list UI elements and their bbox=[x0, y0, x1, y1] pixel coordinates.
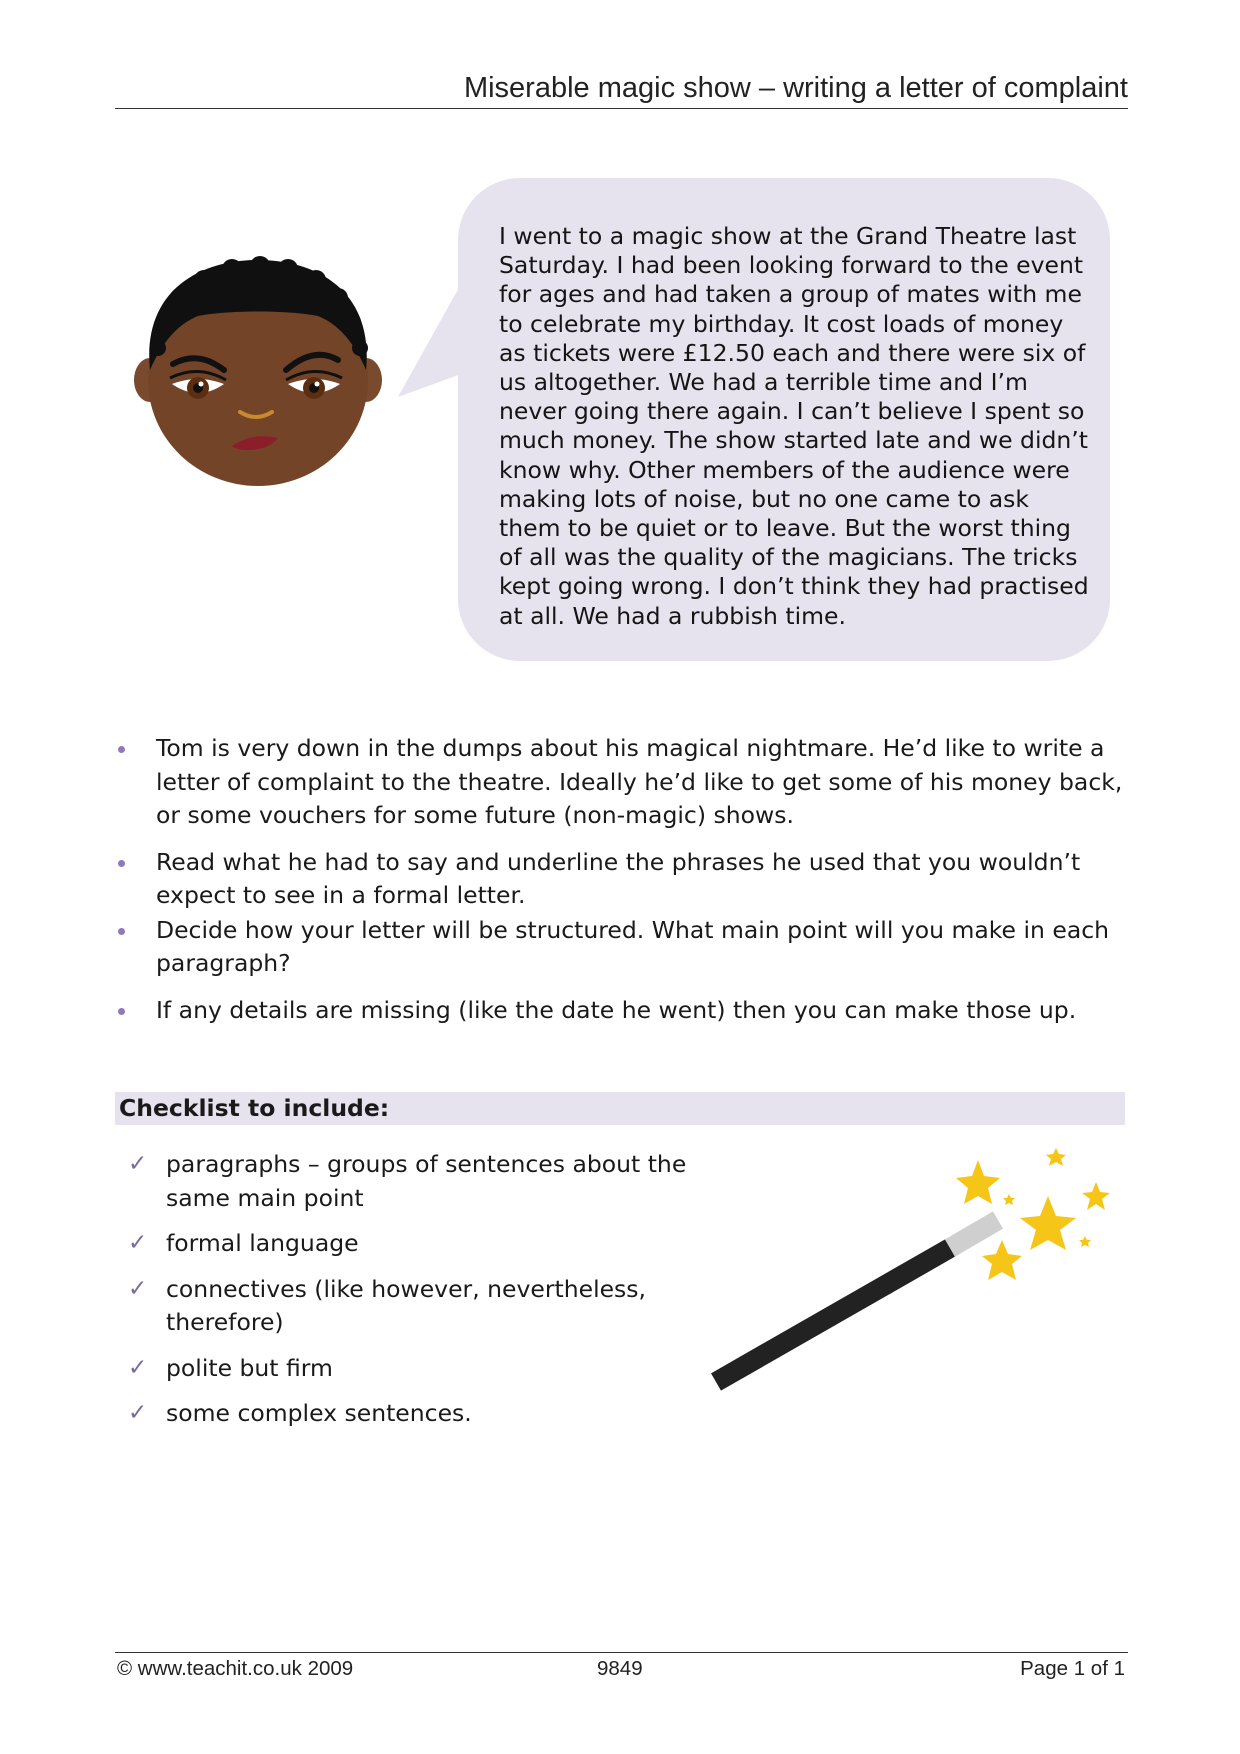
list-item bbox=[112, 732, 1130, 833]
bullet-icon bbox=[118, 746, 125, 753]
bullet-icon bbox=[118, 1008, 125, 1015]
page-title: Miserable magic show – writing a letter of complaint bbox=[463, 72, 1128, 104]
checklist-item-text: polite but firm bbox=[166, 1353, 333, 1382]
footer-page-number: Page 1 of 1 bbox=[1020, 1657, 1125, 1680]
list-item bbox=[112, 994, 1130, 1028]
check-mark-icon: ✓ bbox=[128, 1354, 148, 1381]
checklist bbox=[128, 1148, 688, 1443]
check-mark-icon: ✓ bbox=[128, 1151, 148, 1177]
check-mark-icon: ✓ bbox=[128, 1230, 148, 1256]
checklist-item bbox=[128, 1397, 688, 1431]
list-item bbox=[112, 846, 1130, 913]
checklist-item bbox=[128, 1273, 688, 1340]
bullet-text: Read what he had to say and underline the phrases he used that you wouldn’t expect to see in a formal letter. bbox=[156, 847, 1081, 909]
footer-rule bbox=[115, 1652, 1128, 1653]
checklist-item bbox=[128, 1352, 688, 1386]
header-rule bbox=[115, 108, 1128, 109]
checklist-title: Checklist to include: bbox=[119, 1094, 390, 1122]
checklist-item bbox=[128, 1148, 688, 1215]
speech-bubble-tail bbox=[396, 255, 486, 405]
worried-boy-avatar bbox=[128, 252, 388, 492]
speech-paragraph: I went to a magic show at the Grand Theatre last Saturday. I had been looking forward to the event for ages and had taken a group of mates with me to celebrate my birthday. It cost loads of money as tickets were £12.50 each and there were six of us altogether. We had a terrible time and I’m never going there again. I can’t believe I spent so much money. The show started late and we didn’t know why. Other members of the audience were making lots of noise, but no one came to ask them to be quiet or to leave. But the worst thing of all was the quality of the magicians. The tricks kept going wrong. I don’t think they had practised at all. We had a rubbish time. bbox=[499, 222, 1089, 630]
checklist-item bbox=[128, 1227, 688, 1261]
bullet-icon bbox=[118, 928, 125, 935]
footer-resource-code: 9849 bbox=[597, 1657, 643, 1680]
speech-text bbox=[499, 222, 1089, 631]
checklist-item-text: connectives (like however, nevertheless, therefore) bbox=[166, 1274, 647, 1336]
checklist-item-text: paragraphs – groups of sentences about the same main point bbox=[166, 1150, 687, 1212]
list-item bbox=[112, 914, 1130, 981]
bullet-text: Tom is very down in the dumps about his magical nightmare. He’d like to write a letter of complaint to the theatre. Ideally he’d like to get some of his money back, or some vouchers for some future (non-magic) shows. bbox=[156, 734, 1123, 829]
bullet-icon bbox=[118, 860, 125, 867]
magic-wand-icon bbox=[700, 1140, 1120, 1400]
check-mark-icon: ✓ bbox=[128, 1275, 148, 1302]
checklist-item-text: formal language bbox=[166, 1229, 359, 1257]
check-mark-icon: ✓ bbox=[128, 1400, 148, 1426]
bullet-text: Decide how your letter will be structured. What main point will you make in each paragraph? bbox=[156, 915, 1110, 977]
instruction-list bbox=[112, 732, 1130, 1027]
checklist-item-text: some complex sentences. bbox=[166, 1399, 472, 1427]
footer-copyright: © www.teachit.co.uk 2009 bbox=[117, 1657, 354, 1680]
bullet-text: If any details are missing (like the date he went) then you can make those up. bbox=[156, 995, 1077, 1024]
